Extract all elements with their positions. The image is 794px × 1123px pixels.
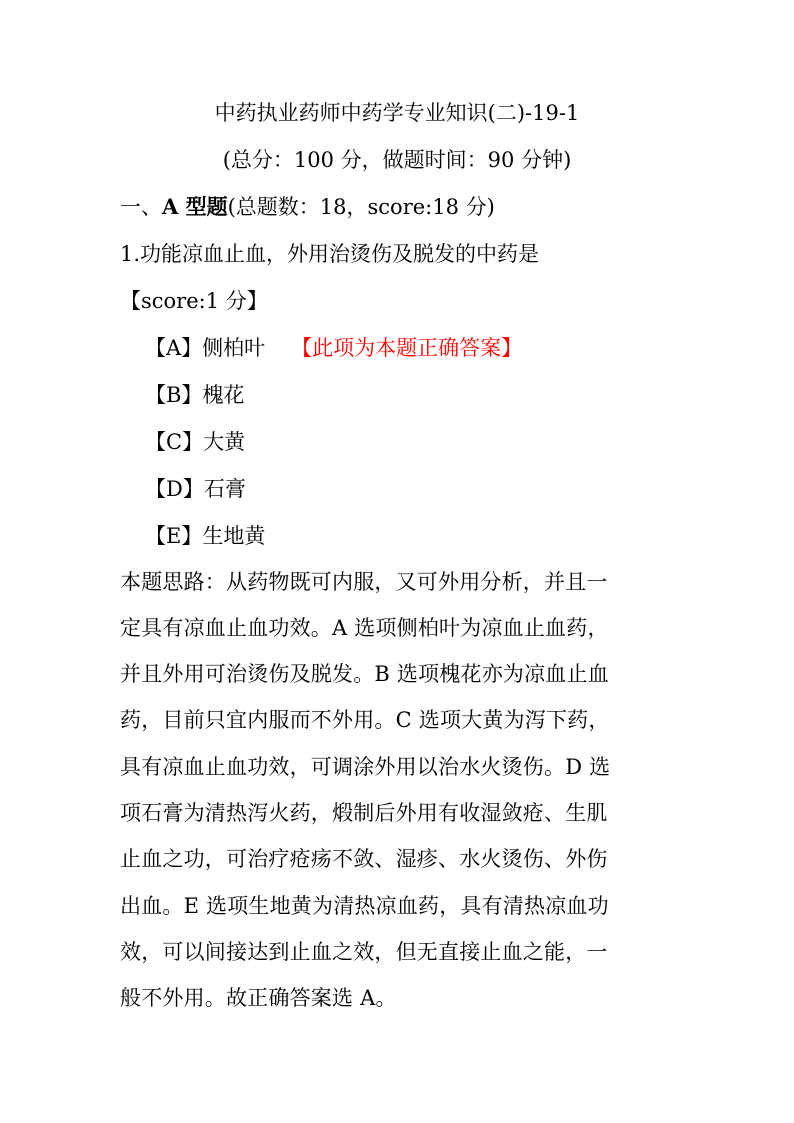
correct-answer-note: 【此项为本题正确答案】 [291, 336, 523, 360]
question-stem: 1.功能凉血止血，外用治烫伤及脱发的中药是 [120, 242, 540, 266]
section-prefix: 一、 [120, 195, 162, 219]
analysis-line: 定具有凉血止血功效。A 选项侧柏叶为凉血止血药， [120, 616, 609, 640]
analysis-line: 药，目前只宜内服而不外用。C 选项大黄为泻下药， [120, 708, 610, 732]
analysis-line: 本题思路：从药物既可内服，又可外用分析，并且一 [120, 570, 608, 594]
option-text: 生地黄 [202, 524, 266, 548]
analysis-line: 般不外用。故正确答案选 A。 [120, 986, 397, 1010]
option-marker: 【D】 [145, 477, 204, 501]
analysis-line: 止血之功，可治疗疮疡不敛、湿疹、水火烫伤、外伤 [120, 847, 608, 871]
analysis-line: 出血。E 选项生地黄为清热凉血药，具有清热凉血功 [120, 894, 609, 918]
option-a [145, 333, 522, 363]
analysis-line: 效，可以间接达到止血之效，但无直接止血之能，一 [120, 940, 608, 964]
section-meta: (总题数：18，score:18 分) [227, 195, 495, 219]
option-text: 大黄 [203, 430, 246, 454]
option-text: 槐花 [202, 383, 245, 407]
option-marker: 【C】 [145, 430, 204, 454]
document-subtitle: (总分：100 分，做题时间：90 分钟) [222, 148, 572, 172]
option-marker: 【A】 [145, 336, 203, 360]
option-e [145, 521, 265, 551]
option-b [145, 380, 244, 410]
option-marker: 【E】 [145, 524, 203, 548]
question-score: 【score:1 分】 [120, 289, 268, 313]
analysis-line: 具有凉血止血功效，可调涂外用以治水火烫伤。D 选 [120, 755, 611, 779]
section-name: A 型题 [162, 194, 228, 219]
option-d [145, 474, 246, 504]
section-heading [120, 192, 495, 222]
document-title: 中药执业药师中药学专业知识(二)-19-1 [214, 101, 580, 125]
option-text: 石膏 [203, 477, 246, 501]
option-text: 侧柏叶 [202, 336, 266, 360]
analysis-line: 项石膏为清热泻火药，煅制后外用有收湿敛疮、生肌 [120, 801, 608, 825]
option-marker: 【B】 [145, 383, 203, 407]
option-c [145, 427, 245, 457]
analysis-line: 并且外用可治烫伤及脱发。B 选项槐花亦为凉血止血 [120, 662, 609, 686]
